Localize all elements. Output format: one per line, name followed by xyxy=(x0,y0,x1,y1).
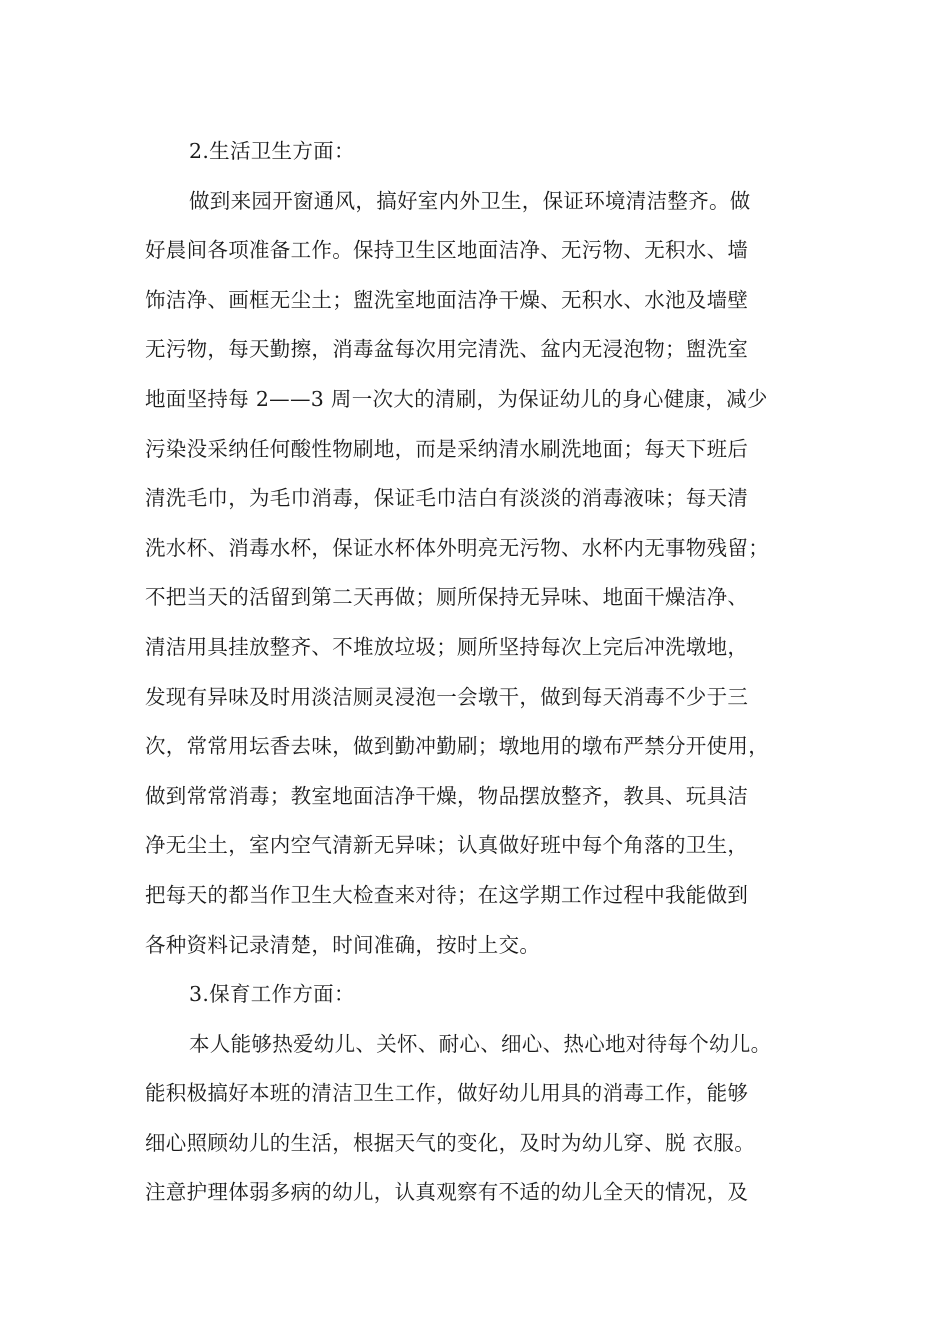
text-line: 细心照顾幼儿的生活，根据天气的变化，及时为幼儿穿、脱 衣服。 xyxy=(145,1130,756,1155)
text-line: 3.保育工作方面： xyxy=(189,982,355,1007)
text-line: 做到常常消毒；教室地面洁净干燥，物品摆放整齐，教具、玩具洁 xyxy=(145,783,749,808)
text-line: 清洁用具挂放整齐、不堆放垃圾；厕所坚持每次上完后冲洗墩地， xyxy=(145,634,749,659)
text-line: 次，常常用坛香去味，做到勤冲勤刷；墩地用的墩布严禁分开使用， xyxy=(145,734,769,759)
body-text xyxy=(145,127,813,1218)
text-line: 注意护理体弱多病的幼儿，认真观察有不适的幼儿全天的情况，及 xyxy=(145,1180,749,1205)
text-line: 洗水杯、消毒水杯，保证水杯体外明亮无污物、水杯内无事物残留； xyxy=(145,535,769,560)
text-line: 无污物，每天勤擦，消毒盆每次用完清洗、盆内无浸泡物；盥洗室 xyxy=(145,337,749,362)
text-line: 做到来园开窗通风，搞好室内外卫生，保证环境清洁整齐。做 xyxy=(189,188,751,213)
text-line: 净无尘土，室内空气清新无异味；认真做好班中每个角落的卫生， xyxy=(145,833,749,858)
text-line: 2.生活卫生方面： xyxy=(189,139,355,163)
text-line: 清洗毛巾，为毛巾消毒，保证毛巾洁白有淡淡的消毒液味；每天清 xyxy=(145,486,749,511)
text-line: 饰洁净、画框无尘土；盥洗室地面洁净干燥、无积水、水池及墙壁 xyxy=(145,287,749,312)
text-line: 把每天的都当作卫生大检查来对待；在这学期工作过程中我能做到 xyxy=(145,882,749,907)
text-line: 能积极搞好本班的清洁卫生工作，做好幼儿用具的消毒工作，能够 xyxy=(145,1081,749,1106)
text-line: 好晨间各项准备工作。保持卫生区地面洁净、无污物、无积水、墙 xyxy=(145,238,749,263)
text-line: 污染没采纳任何酸性物刷地，而是采纳清水刷洗地面；每天下班后 xyxy=(145,436,749,461)
text-line: 各种资料记录清楚，时间准确，按时上交。 xyxy=(145,932,541,957)
text-line: 不把当天的活留到第二天再做；厕所保持无异味、地面干燥洁净、 xyxy=(145,585,749,610)
text-line: 本人能够热爱幼儿、关怀、耐心、细心、热心地对待每个幼儿。 xyxy=(189,1031,772,1056)
text-line: 发现有异味及时用淡洁厕灵浸泡一会墩干，做到每天消毒不少于三 xyxy=(145,684,749,709)
text-line: 地面坚持每 2——3 周一次大的清刷，为保证幼儿的身心健康，减少 xyxy=(145,386,768,411)
